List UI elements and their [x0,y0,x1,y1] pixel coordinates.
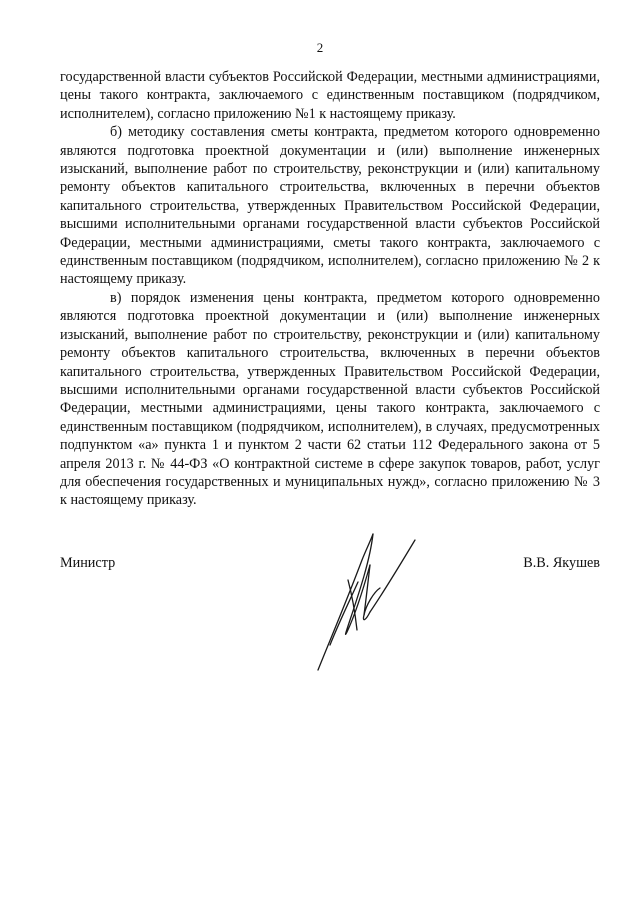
document-body [60,68,600,510]
page-number: 2 [316,40,324,55]
paragraph-item-v: в) порядок изменения цены контракта, предметом которого одновременно являются подготовка проектной документации и (или) выполнение инженерных изысканий, выполнение работ по строительству, реконструкции и (или) капитальному ремонту объектов капитального строительства, включенных в перечни объектов капитального строительства, утвержденных Правительством Российской Федерации, высшими исполнительными органами государственной власти субъектов Российской Федерации, местными администрациями, цены такого контракта, заключаемого с единственным поставщиком (подрядчиком, исполнителем), в случаях, предусмотренных подпунктом «а» пункта 1 и пунктом 2 части 62 статьи 112 Федерального закона от 5 апреля 2013 г. № 44-ФЗ «О контрактной системе в сфере закупок товаров, работ, услуг для обеспечения государственных и муниципальных нужд», согласно приложению № 3 к настоящему приказу. [60,289,600,509]
paragraph-continuation: государственной власти субъектов Российской Федерации, местными администрациями, цены такого контракта, заключаемого с единственным поставщиком (подрядчиком, исполнителем), согласно приложению №1 к настоящему приказу. [60,69,600,122]
paragraph-item-b: б) методику составления сметы контракта, предметом которого одновременно являются подготовка проектной документации и (или) выполнение инженерных изысканий, выполнение работ по строительству, реконструкции и (или) капитальному ремонту объектов капитального строительства, включенных в перечни объектов капитального строительства, утвержденных Правительством Российской Федерации, высшими исполнительными органами государственной власти субъектов Российской Федерации, местными администрациями, сметы такого контракта, заключаемого с единственным поставщиком (подрядчиком, исполнителем), согласно приложению № 2 к настоящему приказу. [60,124,600,288]
handwritten-signature [300,520,430,680]
signer-name: В.В. Якушев [523,555,600,571]
signer-title: Министр [60,555,116,571]
